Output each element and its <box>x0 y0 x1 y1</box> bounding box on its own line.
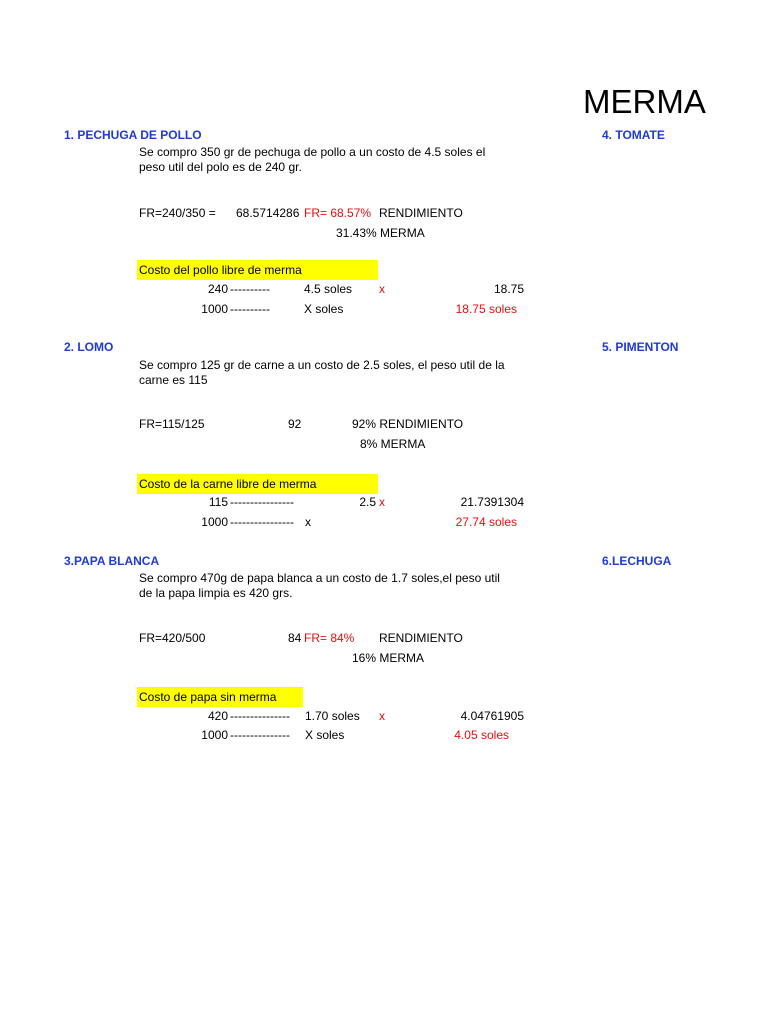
calc-cost: x <box>305 515 311 529</box>
calc-weight: 1000 <box>201 302 228 316</box>
calc-result: 4.04761905 <box>460 709 524 723</box>
fr-formula: FR=115/125 <box>139 417 205 431</box>
fr-value: 92 <box>288 417 302 431</box>
calc-weight: 115 <box>208 495 228 509</box>
description-line: de la papa limpia es 420 grs. <box>139 586 293 600</box>
calc-weight: 240 <box>207 282 228 296</box>
page-title: MERMA <box>583 83 706 120</box>
cost-label-highlight: Costo del pollo libre de merma <box>137 260 378 280</box>
calc-dashes: ---------- <box>230 282 270 296</box>
calc-dashes: ---------------- <box>230 515 294 529</box>
merma-value: 8% MERMA <box>360 437 426 451</box>
description-line: peso util del polo es de 240 gr. <box>139 160 302 174</box>
section-header-lomo: 2. LOMO <box>64 340 114 354</box>
calc-cost: 1.70 soles <box>305 709 360 723</box>
description-line: Se compro 350 gr de pechuga de pollo a un costo de 4.5 soles el <box>139 145 486 159</box>
calc-multiply: x <box>379 495 385 509</box>
merma-value: 31.43% MERMA <box>336 226 425 240</box>
calc-dashes: ---------- <box>230 302 270 316</box>
section-header-tomate: 4. TOMATE <box>602 128 665 142</box>
fr-formula: FR=240/350 = <box>139 206 216 220</box>
section-header-pollo: 1. PECHUGA DE POLLO <box>64 128 202 142</box>
cost-label-highlight: Costo de la carne libre de merma <box>137 474 378 494</box>
calc-multiply: x <box>379 709 385 723</box>
description-line: Se compro 470g de papa blanca a un costo de 1.7 soles,el peso util <box>139 571 500 585</box>
calc-final-result: 27.74 soles <box>455 515 517 529</box>
rendimiento-label: 92% RENDIMIENTO <box>352 417 464 431</box>
description-line: carne es 115 <box>139 373 208 387</box>
description-line: Se compro 125 gr de carne a un costo de 2.5 soles, el peso util de la <box>139 358 505 372</box>
calc-result: 21.7391304 <box>460 495 524 509</box>
cost-label-highlight: Costo de papa sin merma <box>137 687 303 707</box>
calc-weight: 420 <box>207 709 228 723</box>
fr-value: 84 <box>288 631 302 645</box>
rendimiento-label: RENDIMIENTO <box>379 631 463 645</box>
fr-formula: FR=420/500 <box>139 631 206 645</box>
calc-cost: 4.5 soles <box>304 282 353 296</box>
fr-percentage: FR= 68.57% <box>304 206 372 220</box>
calc-dashes: --------------- <box>230 709 290 723</box>
calc-cost: 2.5 <box>359 495 376 509</box>
calc-final-result: 4.05 soles <box>454 728 509 742</box>
calc-result: 18.75 <box>493 282 524 296</box>
section-header-lechuga: 6.LECHUGA <box>602 554 672 568</box>
calc-cost: X soles <box>304 302 344 316</box>
section-header-papa: 3.PAPA BLANCA <box>64 554 160 568</box>
fr-percentage: FR= 84% <box>304 631 355 645</box>
merma-value: 16% MERMA <box>352 651 425 665</box>
fr-value: 68.5714286 <box>236 206 300 220</box>
calc-weight: 1000 <box>201 728 228 742</box>
calc-cost: X soles <box>305 728 345 742</box>
calc-dashes: --------------- <box>230 728 290 742</box>
calc-final-result: 18.75 soles <box>455 302 517 316</box>
calc-weight: 1000 <box>201 515 228 529</box>
calc-dashes: ---------------- <box>230 495 294 509</box>
rendimiento-label: RENDIMIENTO <box>379 206 463 220</box>
section-header-pimenton: 5. PIMENTON <box>602 340 679 354</box>
calc-multiply: x <box>379 282 385 296</box>
